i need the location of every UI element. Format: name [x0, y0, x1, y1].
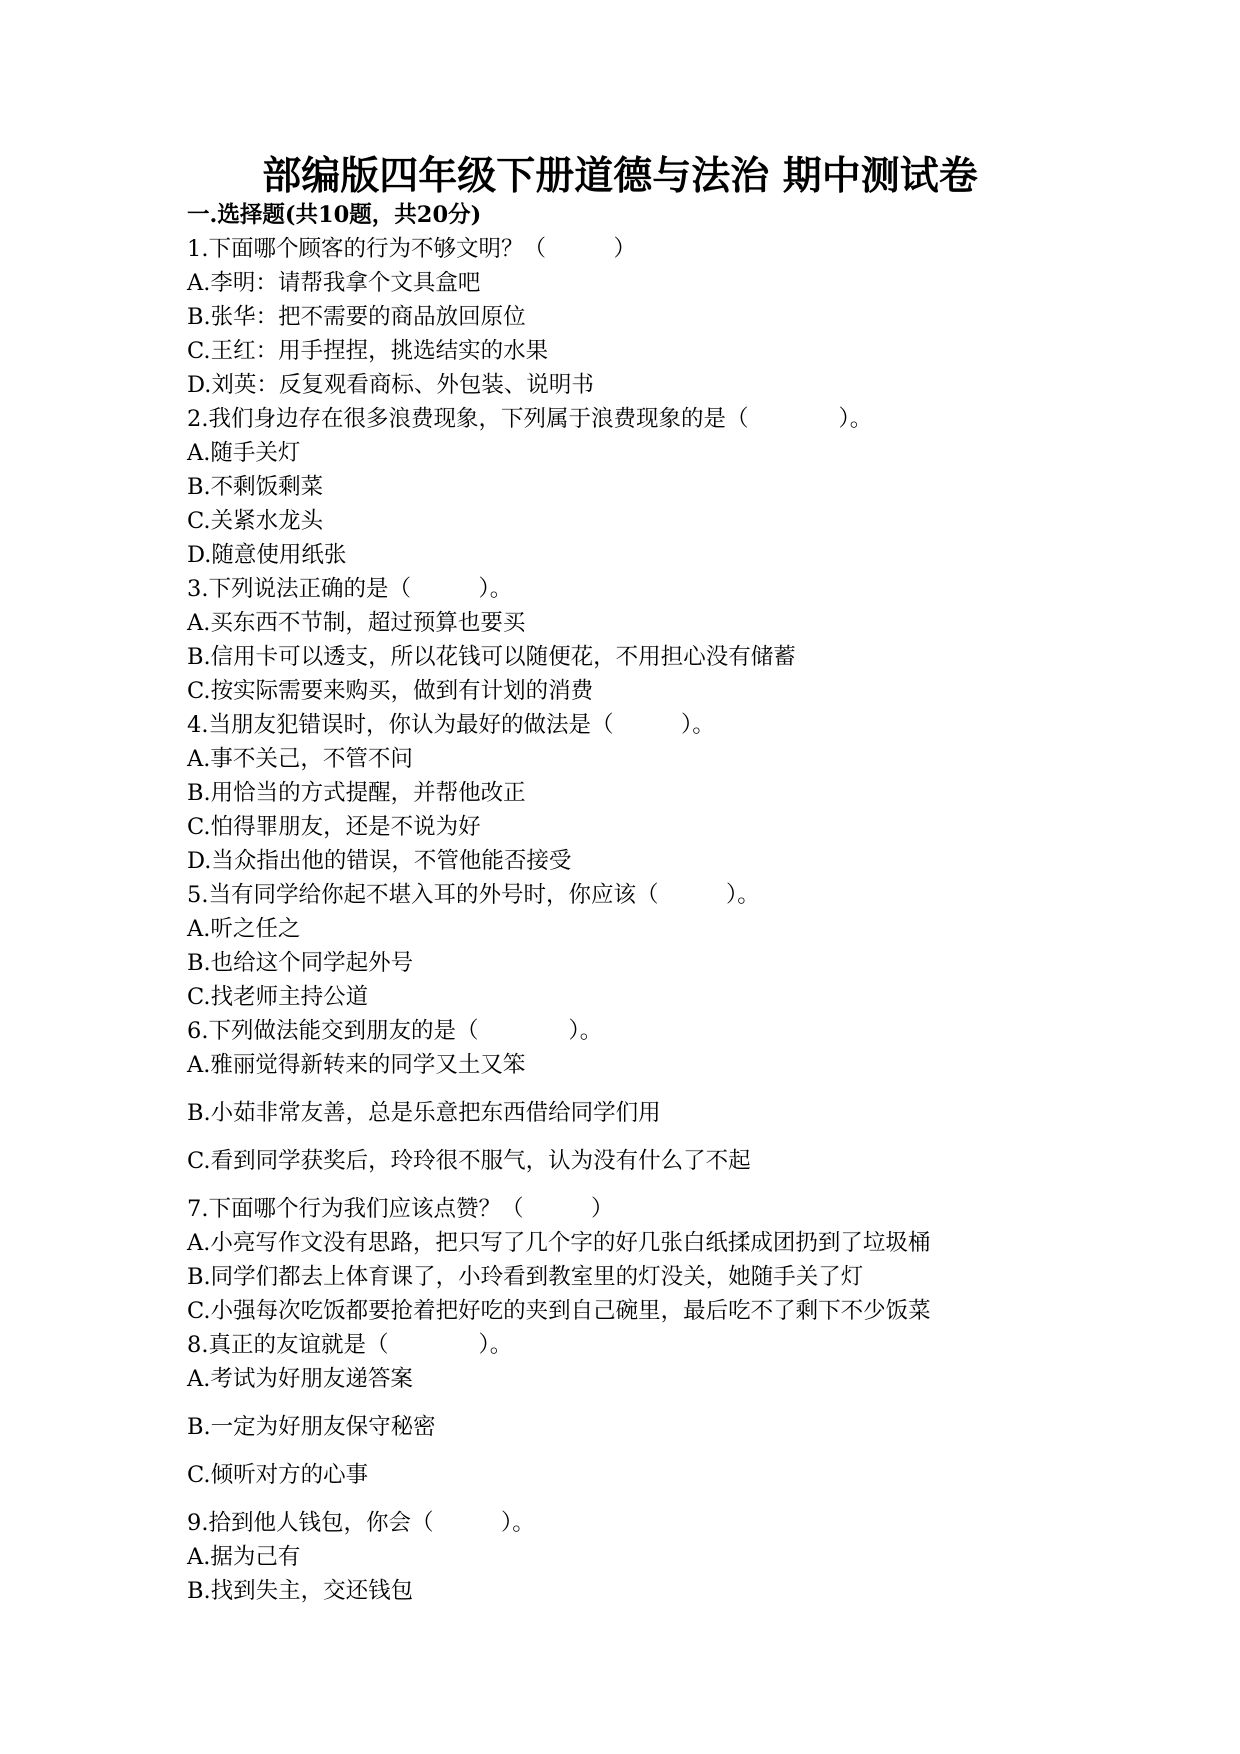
option: B.不剩饭剩菜 [187, 474, 324, 500]
question-stem: 1.下面哪个顾客的行为不够文明？（ ） [187, 236, 636, 262]
question-stem: 8.真正的友谊就是（ ）。 [187, 1332, 513, 1358]
option: B.信用卡可以透支，所以花钱可以随便花，不用担心没有储蓄 [187, 644, 796, 670]
option: B.用恰当的方式提醒，并帮他改正 [187, 780, 526, 806]
option: A.随手关灯 [187, 440, 301, 466]
option: C.找老师主持公道 [187, 984, 369, 1010]
question-stem: 7.下面哪个行为我们应该点赞？（ ） [187, 1196, 614, 1222]
option: A.买东西不节制，超过预算也要买 [187, 610, 526, 636]
option: C.倾听对方的心事 [187, 1462, 369, 1488]
question-stem: 4.当朋友犯错误时，你认为最好的做法是（ ）。 [187, 712, 715, 738]
option: A.据为己有 [187, 1544, 301, 1570]
option: A.李明：请帮我拿个文具盒吧 [187, 270, 481, 296]
question-stem: 6.下列做法能交到朋友的是（ ）。 [187, 1018, 603, 1044]
question-stem: 9.拾到他人钱包，你会（ ）。 [187, 1510, 535, 1536]
question-stem: 2.我们身边存在很多浪费现象，下列属于浪费现象的是（ ）。 [187, 406, 873, 432]
question-stem: 5.当有同学给你起不堪入耳的外号时，你应该（ ）。 [187, 882, 760, 908]
option: C.关紧水龙头 [187, 508, 324, 534]
option: B.一定为好朋友保守秘密 [187, 1414, 436, 1440]
option: B.同学们都去上体育课了，小玲看到教室里的灯没关，她随手关了灯 [187, 1264, 864, 1290]
option: C.按实际需要来购买，做到有计划的消费 [187, 678, 594, 704]
option: B.找到失主，交还钱包 [187, 1578, 414, 1604]
page-title: 部编版四年级下册道德与法治 期中测试卷 [262, 153, 978, 199]
option: B.也给这个同学起外号 [187, 950, 414, 976]
option: B.小茹非常友善，总是乐意把东西借给同学们用 [187, 1100, 661, 1126]
option: A.小亮写作文没有思路，把只写了几个字的好几张白纸揉成团扔到了垃圾桶 [187, 1230, 931, 1256]
option: A.考试为好朋友递答案 [187, 1366, 413, 1392]
option: D.随意使用纸张 [187, 542, 347, 568]
option: D.当众指出他的错误，不管他能否接受 [187, 848, 572, 874]
option: C.王红：用手捏捏，挑选结实的水果 [187, 338, 549, 364]
option: C.小强每次吃饭都要抢着把好吃的夹到自己碗里，最后吃不了剩下不少饭菜 [187, 1298, 931, 1324]
question-list [187, 198, 1067, 1608]
option: A.听之任之 [187, 916, 301, 942]
question-stem: 3.下列说法正确的是（ ）。 [187, 576, 513, 602]
option: A.雅丽觉得新转来的同学又土又笨 [187, 1052, 526, 1078]
option: C.怕得罪朋友，还是不说为好 [187, 814, 481, 840]
option: C.看到同学获奖后，玲玲很不服气，认为没有什么了不起 [187, 1148, 751, 1174]
option: A.事不关己，不管不问 [187, 746, 413, 772]
option: D.刘英：反复观看商标、外包装、说明书 [187, 372, 594, 398]
option: B.张华：把不需要的商品放回原位 [187, 304, 526, 330]
section-heading: 一.选择题(共10题，共20分) [187, 202, 482, 228]
